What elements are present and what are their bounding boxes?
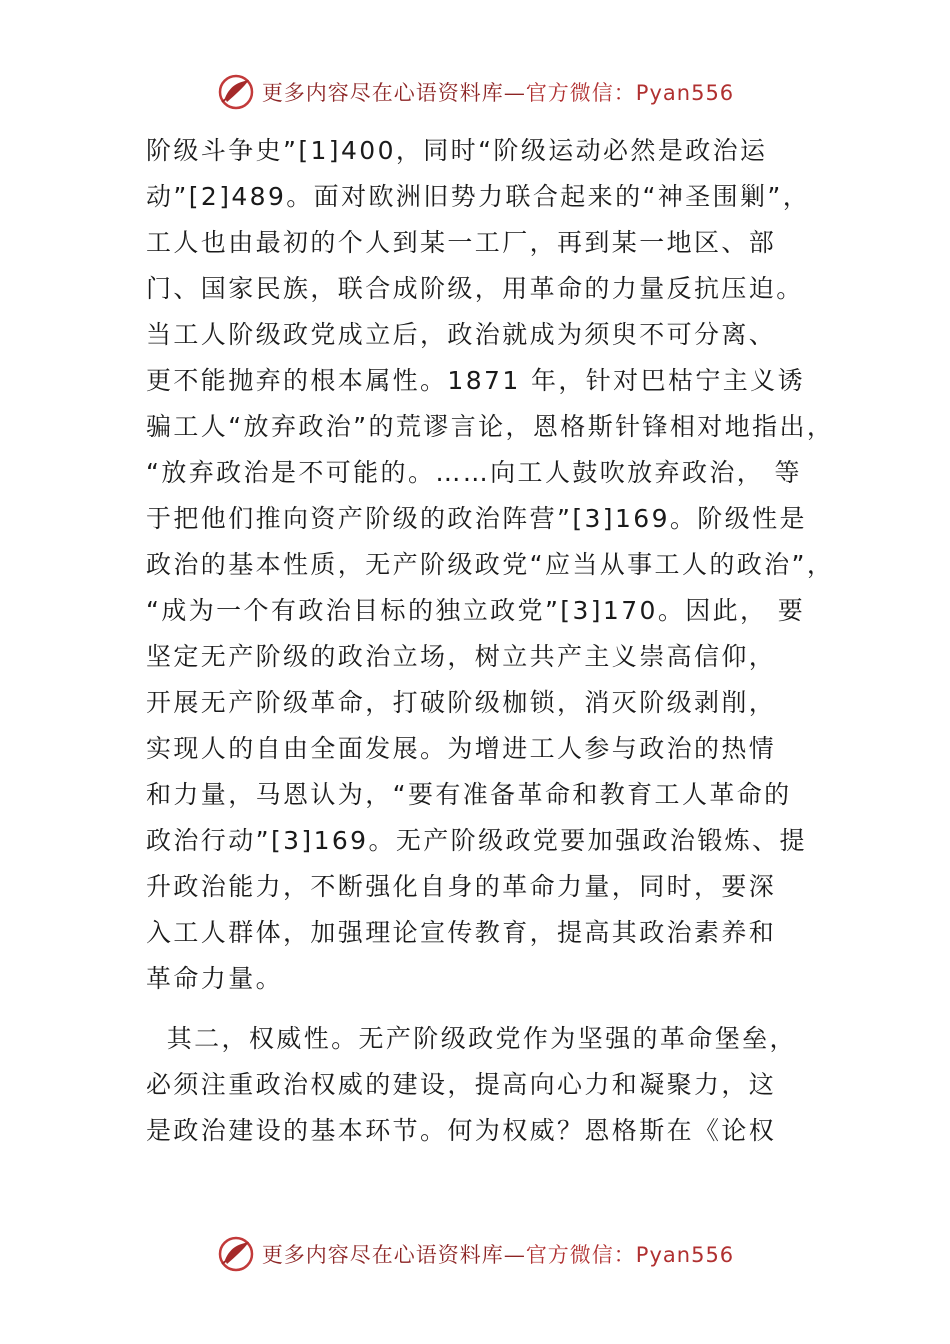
text-line: 政治的基本性质，无产阶级政党“应当从事工人的政治”， [146,550,835,579]
text-line: 工人也由最初的个人到某一工厂，再到某一地区、部 [146,228,777,257]
text-line: 其二，权威性。无产阶级政党作为坚强的革命堡垒， [146,1024,797,1053]
text-line: 门、国家民族，联合成阶级，用革命的力量反抗压迫。 [146,274,804,303]
text-line: “放弃政治是不可能的。……向工人鼓吹放弃政治， 等 [146,458,802,487]
text-line: 入工人群体，加强理论宣传教育，提高其政治素养和 [146,918,777,947]
banner-dash: — [503,81,526,105]
text-line: 和力量，马恩认为，“要有准备革命和教育工人革命的 [146,780,792,809]
text-line: 动”[2]489。面对欧洲旧势力联合起来的“神圣围剿”， [146,182,811,211]
text-line: 于把他们推向资产阶级的政治阵营”[3]169。阶级性是 [146,504,807,533]
banner-text [262,1239,734,1269]
text-line: 坚定无产阶级的政治立场，树立共产主义崇高信仰， [146,642,777,671]
text-line: 升政治能力，不断强化自身的革命力量，同时，要深 [146,872,777,901]
paragraph-gap [146,1002,826,1016]
logo-icon [216,72,256,112]
banner-wechat: 官方微信：Pyan556 [525,81,735,105]
footer-watermark [0,1232,950,1276]
text-line: 阶级斗争史”[1]400，同时“阶级运动必然是政治运 [146,136,768,165]
header-watermark [0,70,950,114]
text-line: 当工人阶级政党成立后，政治就成为须臾不可分离、 [146,320,777,349]
banner-title: 更多内容尽在心语资料库 [261,81,504,105]
text-line: 必须注重政治权威的建设，提高向心力和凝聚力，这 [146,1070,777,1099]
text-line: 开展无产阶级革命，打破阶级枷锁，消灭阶级剥削， [146,688,777,717]
logo-icon [216,1234,256,1274]
text-line: “成为一个有政治目标的独立政党”[3]170。因此， 要 [146,596,806,625]
banner-title: 更多内容尽在心语资料库 [261,1243,504,1267]
text-line: 更不能抛弃的根本属性。1871 年，针对巴枯宁主义诱 [146,366,805,395]
text-line: 实现人的自由全面发展。为增进工人参与政治的热情 [146,734,777,763]
text-line: 骗工人“放弃政治”的荒谬言论，恩格斯针锋相对地指出， [146,412,835,441]
paragraph-1 [146,128,835,1002]
banner-text [262,77,734,107]
text-line: 政治行动”[3]169。无产阶级政党要加强政治锻炼、提 [146,826,807,855]
banner-dash: — [503,1243,526,1267]
banner-wechat: 官方微信：Pyan556 [525,1243,735,1267]
paragraph-2 [146,1016,826,1154]
text-line: 是政治建设的基本环节。何为权威？恩格斯在《论权 [146,1116,777,1145]
text-line: 革命力量。 [146,964,284,993]
document-body [146,128,835,1154]
